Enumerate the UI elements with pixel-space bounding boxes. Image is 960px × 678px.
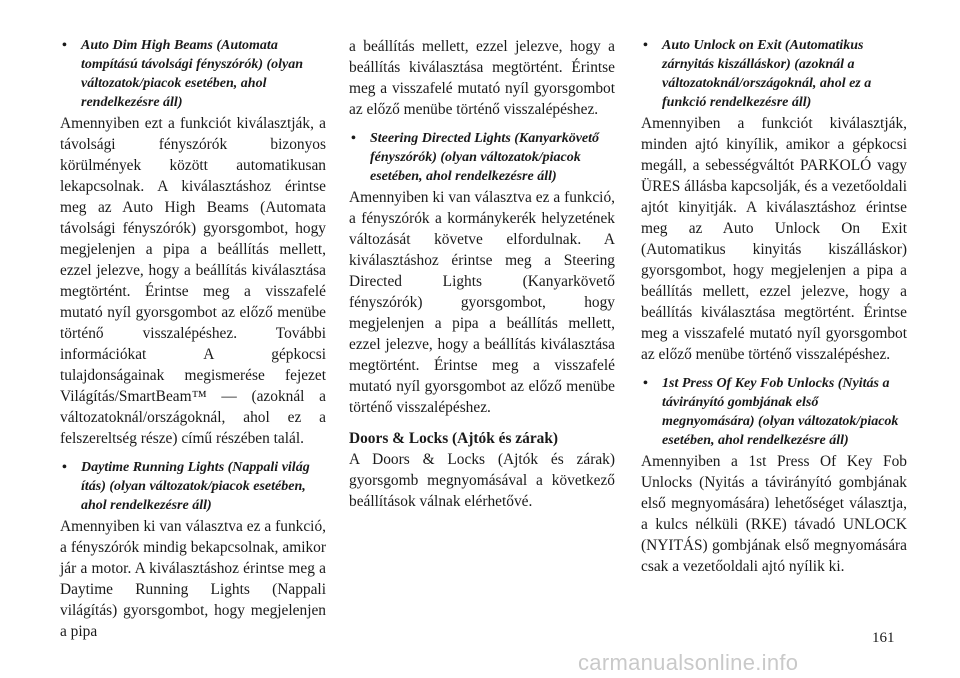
column-left [60,36,326,651]
bullet-dot: • [643,38,648,53]
bullet-dot: • [62,460,67,475]
section-heading-doors-locks: Doors & Locks (Ajtók és zárak) [349,430,559,447]
bullet-text: Steering Directed Lights (Kanyarkövető fényszórók) (olyan változatok/piacok esetében, ahol rendelkezésre áll) [370,131,600,184]
bullet-text: Daytime Running Lights (Nappali világ ítás) (olyan változatok/piacok esetében, ahol rendelkezésre áll) [81,460,310,513]
bullet-dot: • [351,131,356,146]
bullet-text: Auto Dim High Beams (Automata tompítású távolsági fényszórók) (olyan változatok/piacok esetében, ahol rendelkezésre áll) [81,38,304,110]
bullet-auto-unlock-on-exit [641,36,907,112]
paragraph-continued: a beállítás mellett, ezzel jelezve, hogy a beállítás kiválasztása megtörtént. Érintse meg a visszafelé mutató nyíl gyorsgombot az előző menübe történő visszalépéshez. [349,38,615,118]
bullet-auto-dim-high-beams [60,36,326,112]
paragraph-auto-dim-high-beams: Amennyiben ezt a funkciót kiválasztják, a távolsági fényszórók bizonyos körülmények között automatikusan lekapcsolnak. A kiválasztáshoz érintse meg az Auto High Beams (Automata távolsági fényszórók) gyorsgombot, hogy megjelenjen a pipa a beállítás mellett, ezzel jelezve, hogy a beállítás kiválasztása megtörtént. Érintse meg a visszafelé mutató nyíl gyorsgombot az előző menübe történő visszalépéshez. További információkat A gépkocsi tulajdonságainak megismerése fejezet Világítás/SmartBeam™ — (azoknál a változatoknál/országoknál, ahol ez a felszereltség része) című részében talál. [60,115,326,447]
bullet-steering-directed-lights [349,129,615,186]
paragraph-auto-unlock-on-exit: Amennyiben a funkciót kiválasztják, minden ajtó kinyílik, amikor a gépkocsi megáll, a sebességváltót PARKOLÓ vagy ÜRES állásba kapcsolják, és a vezetőoldali ajtót kinyitják. A kiválasztáshoz érintse meg az Auto Unlock On Exit (Automatikus kinyitás kiszálláskor) gyorsgombot, hogy megjelenjen a pipa a beállítás mellett, ezzel jelezve, hogy a beállítás kiválasztása megtörtént. Érintse meg a visszafelé mutató nyíl gyorsgombot az előző menübe történő visszalépéshez. [641,115,907,363]
bullet-daytime-running-lights [60,458,326,515]
bullet-text: 1st Press Of Key Fob Unlocks (Nyitás a távirányító gombjának első megnyomására) (olyan változatok/piacok esetében, ahol rendelkezésre áll) [662,376,899,448]
bullet-dot: • [62,38,67,53]
bullet-dot: • [643,376,648,391]
page-number: 161 [872,630,895,646]
paragraph-steering-directed-lights: Amennyiben ki van választva ez a funkció, a fényszórók a kormánykerék helyzetének változását követve elfordulnak. A kiválasztáshoz érintse meg a Steering Directed Lights (Kanyarkövető fényszórók) gyorsgombot, hogy megjelenjen a pipa a beállítás mellett, ezzel jelezve, hogy a beállítás kiválasztása megtörtént. Érintse meg a visszafelé mutató nyíl gyorsgombot az előző menübe történő visszalépéshez. [349,189,615,416]
paragraph-daytime-running-lights: Amennyiben ki van választva ez a funkció, a fényszórók mindig bekapcsolnak, amikor jár a motor. A kiválasztáshoz érintse meg a Daytime Running Lights (Nappali világítás) gyorsgombot, hogy megjelenjen a pipa [60,518,326,640]
column-right [641,36,907,586]
bullet-first-press-key-fob [641,374,907,450]
bullet-text: Auto Unlock on Exit (Automatikus zárnyitás kiszálláskor) (azoknál a változatoknál/országoknál, ahol ez a funkció rendelkezésre áll) [662,38,872,110]
paragraph-doors-locks: A Doors & Locks (Ajtók és zárak) gyorsgomb megnyomásával a következő beállítások válnak elérhetővé. [349,451,615,510]
paragraph-first-press-key-fob: Amennyiben a 1st Press Of Key Fob Unlocks (Nyitás a távirányító gombjának első megnyomására) lehetőséget választja, a kulcs nélküli (RKE) távadó UNLOCK (NYITÁS) gombjának első megnyomására csak a vezetőoldali ajtó nyílik ki. [641,453,907,575]
column-middle [349,36,615,521]
watermark: carmanualsonline.info [578,650,799,675]
